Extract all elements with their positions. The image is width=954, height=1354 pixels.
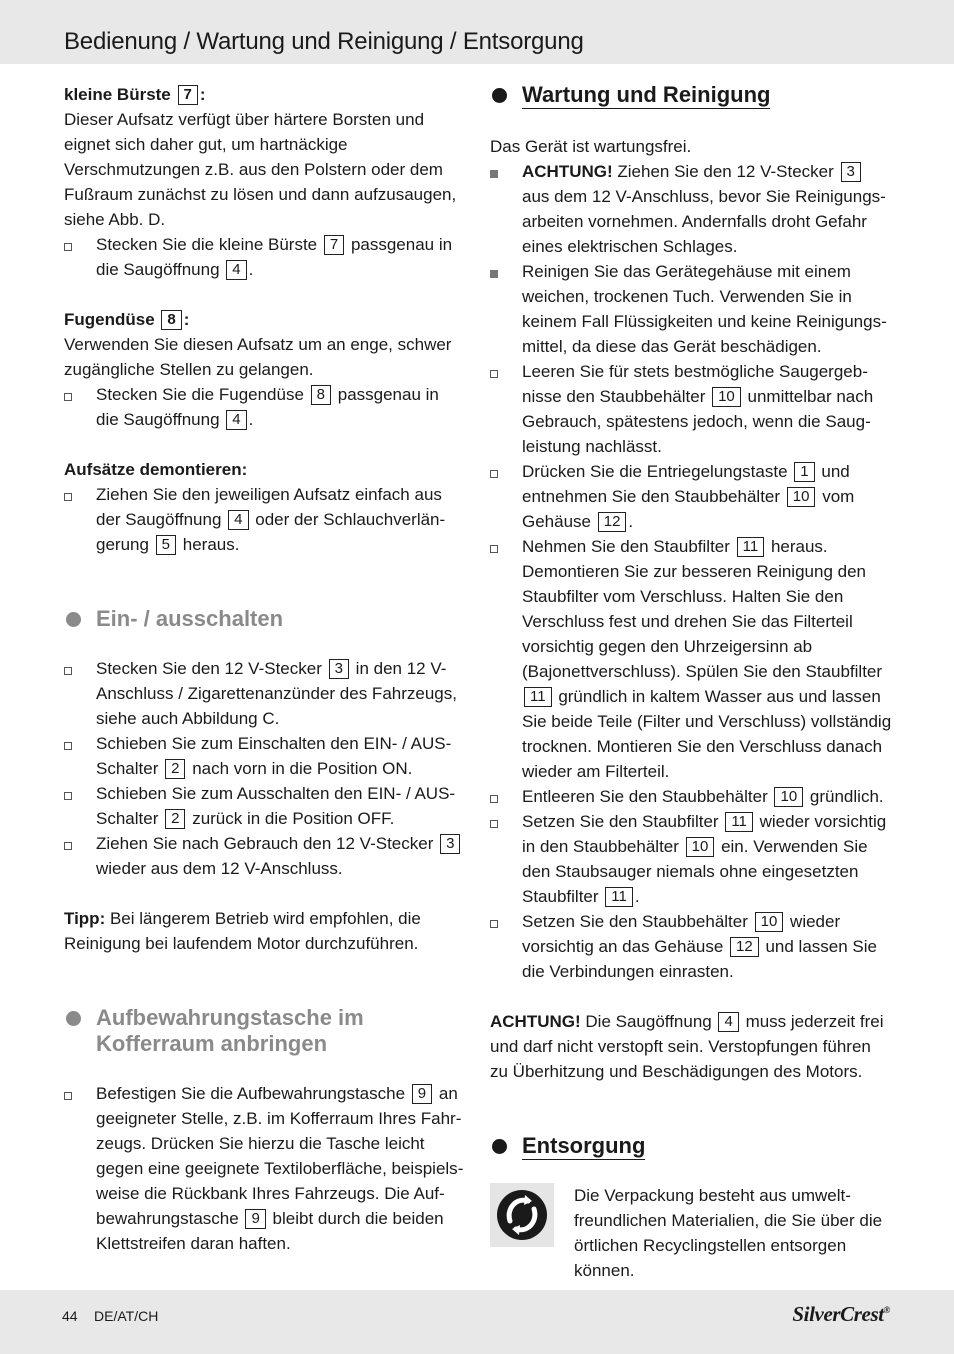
square-bullet-icon (490, 270, 498, 278)
maintenance-step-6: Setzen Sie den Staubbehälter 10 wieder vorsichtig an das Gehäuse 12 und lassen Sie die Verbindungen einrasten. (490, 909, 892, 984)
ref-number: 8 (161, 310, 181, 330)
ref-number: 4 (226, 410, 246, 430)
ref-number: 11 (725, 812, 753, 832)
left-column (64, 82, 466, 1256)
nozzle-step: Stecken Sie die Fugendüse 8 passgenau in die Saugöffnung 4 . (64, 382, 466, 432)
checkbox-bullet-icon (490, 545, 498, 553)
checkbox-bullet-icon (64, 493, 72, 501)
locale-code: DE/AT/CH (94, 1308, 159, 1324)
checkbox-bullet-icon (490, 470, 498, 478)
checkbox-bullet-icon (490, 820, 498, 828)
ref-number: 11 (605, 887, 633, 907)
disposal-text: Die Verpackung besteht aus umweltfreundlichen Materialien, die Sie über die örtlichen Recyclingstellen entsorgen können. (574, 1186, 883, 1280)
ref-number: 10 (686, 837, 715, 857)
ref-number: 10 (712, 387, 741, 407)
ref-number: 5 (156, 535, 176, 555)
ref-number: 4 (228, 510, 248, 530)
ref-number: 11 (737, 537, 765, 557)
disposal-heading: Entsorgung (490, 1133, 892, 1159)
ref-number: 10 (755, 912, 784, 932)
onoff-step-1: Stecken Sie den 12 V-Stecker 3 in den 12 V-Anschluss / Zigarettenanzünder des Fahrzeugs, siehe auch Abbildung C. (64, 656, 466, 731)
onoff-step-4: Ziehen Sie nach Gebrauch den 12 V-Stecker 3 wieder aus dem 12 V-Anschluss. (64, 831, 466, 881)
ref-number: 7 (178, 85, 198, 105)
nozzle-text: Verwenden Sie diesen Aufsatz um an enge, schwer zugängliche Stellen zu gelangen. (64, 335, 452, 379)
maintenance-intro: Das Gerät ist wartungsfrei. (490, 137, 692, 156)
bullet-dot-icon (66, 612, 81, 627)
ref-number: 2 (165, 759, 185, 779)
checkbox-bullet-icon (64, 1092, 72, 1100)
ref-number: 2 (165, 809, 185, 829)
checkbox-bullet-icon (490, 370, 498, 378)
maintenance-warning-1: ACHTUNG! Ziehen Sie den 12 V-Stecker 3 aus dem 12 V-Anschluss, bevor Sie Reinigungsarbeiten vornehmen. Andernfalls droht Gefahr eines elektrischen Schlages. (490, 159, 892, 259)
maintenance-step-3: Nehmen Sie den Staubfilter 11 heraus. Demontieren Sie zur besseren Reinigung den Staubfilter vom Verschluss. Halten Sie den Verschluss fest und drehen Sie das Filterteil vorsichtig gegen den Uhrzeigersinn ab (Bajonettverschluss). Spülen Sie den Staubfilter 11 gründlich in kaltem Wasser aus und lassen Sie beide Teile (Filter und Verschluss) vollständig trocknen. Montieren Sie den Verschluss danach wieder am Filterteil. (490, 534, 892, 784)
checkbox-bullet-icon (64, 792, 72, 800)
ref-number: 9 (245, 1209, 265, 1229)
maintenance-step-2: Drücken Sie die Entriegelungstaste 1 und entnehmen Sie den Staubbehälter 10 vom Gehäuse 12 . (490, 459, 892, 534)
bag-step: Befestigen Sie die Aufbewahrungstasche 9 an geeigneter Stelle, z.B. im Kofferraum Ihres Fahrzeugs. Drücken Sie hierzu die Tasche leicht gegen eine geeignete Textiloberfläche, beispielsweise die Rückbank Ihres Fahrzeugs. Die Aufbewahrungstasche 9 bleibt durch die beiden Klettstreifen daran haften. (64, 1081, 466, 1256)
checkbox-bullet-icon (64, 842, 72, 850)
square-bullet-icon (490, 170, 498, 178)
remove-title: Aufsätze demontieren: (64, 460, 248, 479)
maintenance-step-5: Setzen Sie den Staubfilter 11 wieder vorsichtig in den Staubbehälter 10 ein. Verwenden Sie den Staubsauger niemals ohne eingesetzten Staubfilter 11 . (490, 809, 892, 909)
checkbox-bullet-icon (64, 393, 72, 401)
checkbox-bullet-icon (64, 243, 72, 251)
ref-number: 3 (440, 834, 460, 854)
maintenance-heading: Wartung und Reinigung (490, 82, 892, 108)
brush-text: Dieser Aufsatz verfügt über härtere Borsten und eignet sich daher gut, um hartnäckige Verschmutzungen z.B. aus den Polstern oder dem Fußraum zunächst zu lösen und dann aufzusaugen, siehe Abb. D. (64, 110, 457, 229)
ref-number: 3 (841, 162, 861, 182)
right-column (490, 82, 892, 1283)
ref-number: 1 (794, 462, 814, 482)
onoff-heading: Ein- / ausschalten (64, 606, 466, 632)
ref-number: 12 (730, 937, 759, 957)
ref-number: 10 (787, 487, 816, 507)
page-header (0, 0, 954, 64)
checkbox-bullet-icon (490, 795, 498, 803)
bullet-dot-icon (492, 1139, 507, 1154)
maintenance-note: ACHTUNG! Die Saugöffnung 4 muss jederzeit frei und darf nicht verstopft sein. Verstopfungen führen zu Überhitzung und Beschädigungen des Motors. (490, 1012, 884, 1081)
tip: Tipp: Bei längerem Betrieb wird empfohlen, die Reinigung bei laufendem Motor durchzuführen. (64, 909, 421, 953)
ref-number: 8 (311, 385, 331, 405)
recycling-icon (490, 1183, 554, 1247)
maintenance-warning-2: Reinigen Sie das Gerätegehäuse mit einem weichen, trockenen Tuch. Verwenden Sie in keinem Fall Flüssigkeiten und keine Reinigungsmittel, da diese das Gerät beschädigen. (490, 259, 892, 359)
page-footer (0, 1290, 954, 1354)
checkbox-bullet-icon (64, 742, 72, 750)
ref-number: 7 (324, 235, 344, 255)
onoff-step-2: Schieben Sie zum Einschalten den EIN- / AUS-Schalter 2 nach vorn in die Position ON. (64, 731, 466, 781)
maintenance-step-4: Entleeren Sie den Staubbehälter 10 gründlich. (490, 784, 892, 809)
maintenance-step-1: Leeren Sie für stets bestmögliche Saugergebnisse den Staubbehälter 10 unmittelbar nach Gebrauch, spätestens jedoch, wenn die Saugleistung nachlässt. (490, 359, 892, 459)
checkbox-bullet-icon (490, 920, 498, 928)
brush-title: kleine Bürste 7 : (64, 85, 206, 104)
onoff-step-3: Schieben Sie zum Ausschalten den EIN- / AUS-Schalter 2 zurück in die Position OFF. (64, 781, 466, 831)
nozzle-title: Fugendüse 8 : (64, 310, 190, 329)
remove-step: Ziehen Sie den jeweiligen Aufsatz einfach aus der Saugöffnung 4 oder der Schlauchverlängerung 5 heraus. (64, 482, 466, 557)
ref-number: 4 (226, 260, 246, 280)
checkbox-bullet-icon (64, 667, 72, 675)
brush-step: Stecken Sie die kleine Bürste 7 passgenau in die Saugöffnung 4 . (64, 232, 466, 282)
bullet-dot-icon (66, 1011, 81, 1026)
ref-number: 12 (598, 512, 627, 532)
ref-number: 4 (718, 1012, 738, 1032)
ref-number: 10 (774, 787, 803, 807)
bullet-dot-icon (492, 88, 507, 103)
brand-logo: SilverCrest® (792, 1302, 890, 1326)
page-number: 44 (62, 1308, 78, 1324)
bag-heading: Aufbewahrungstasche im Kofferraum anbringen (64, 1005, 466, 1057)
ref-number: 9 (412, 1084, 432, 1104)
disposal-block (490, 1183, 892, 1283)
ref-number: 3 (329, 659, 349, 679)
page-title: Bedienung / Wartung und Reinigung / Entsorgung (64, 28, 584, 55)
ref-number: 11 (524, 687, 552, 707)
